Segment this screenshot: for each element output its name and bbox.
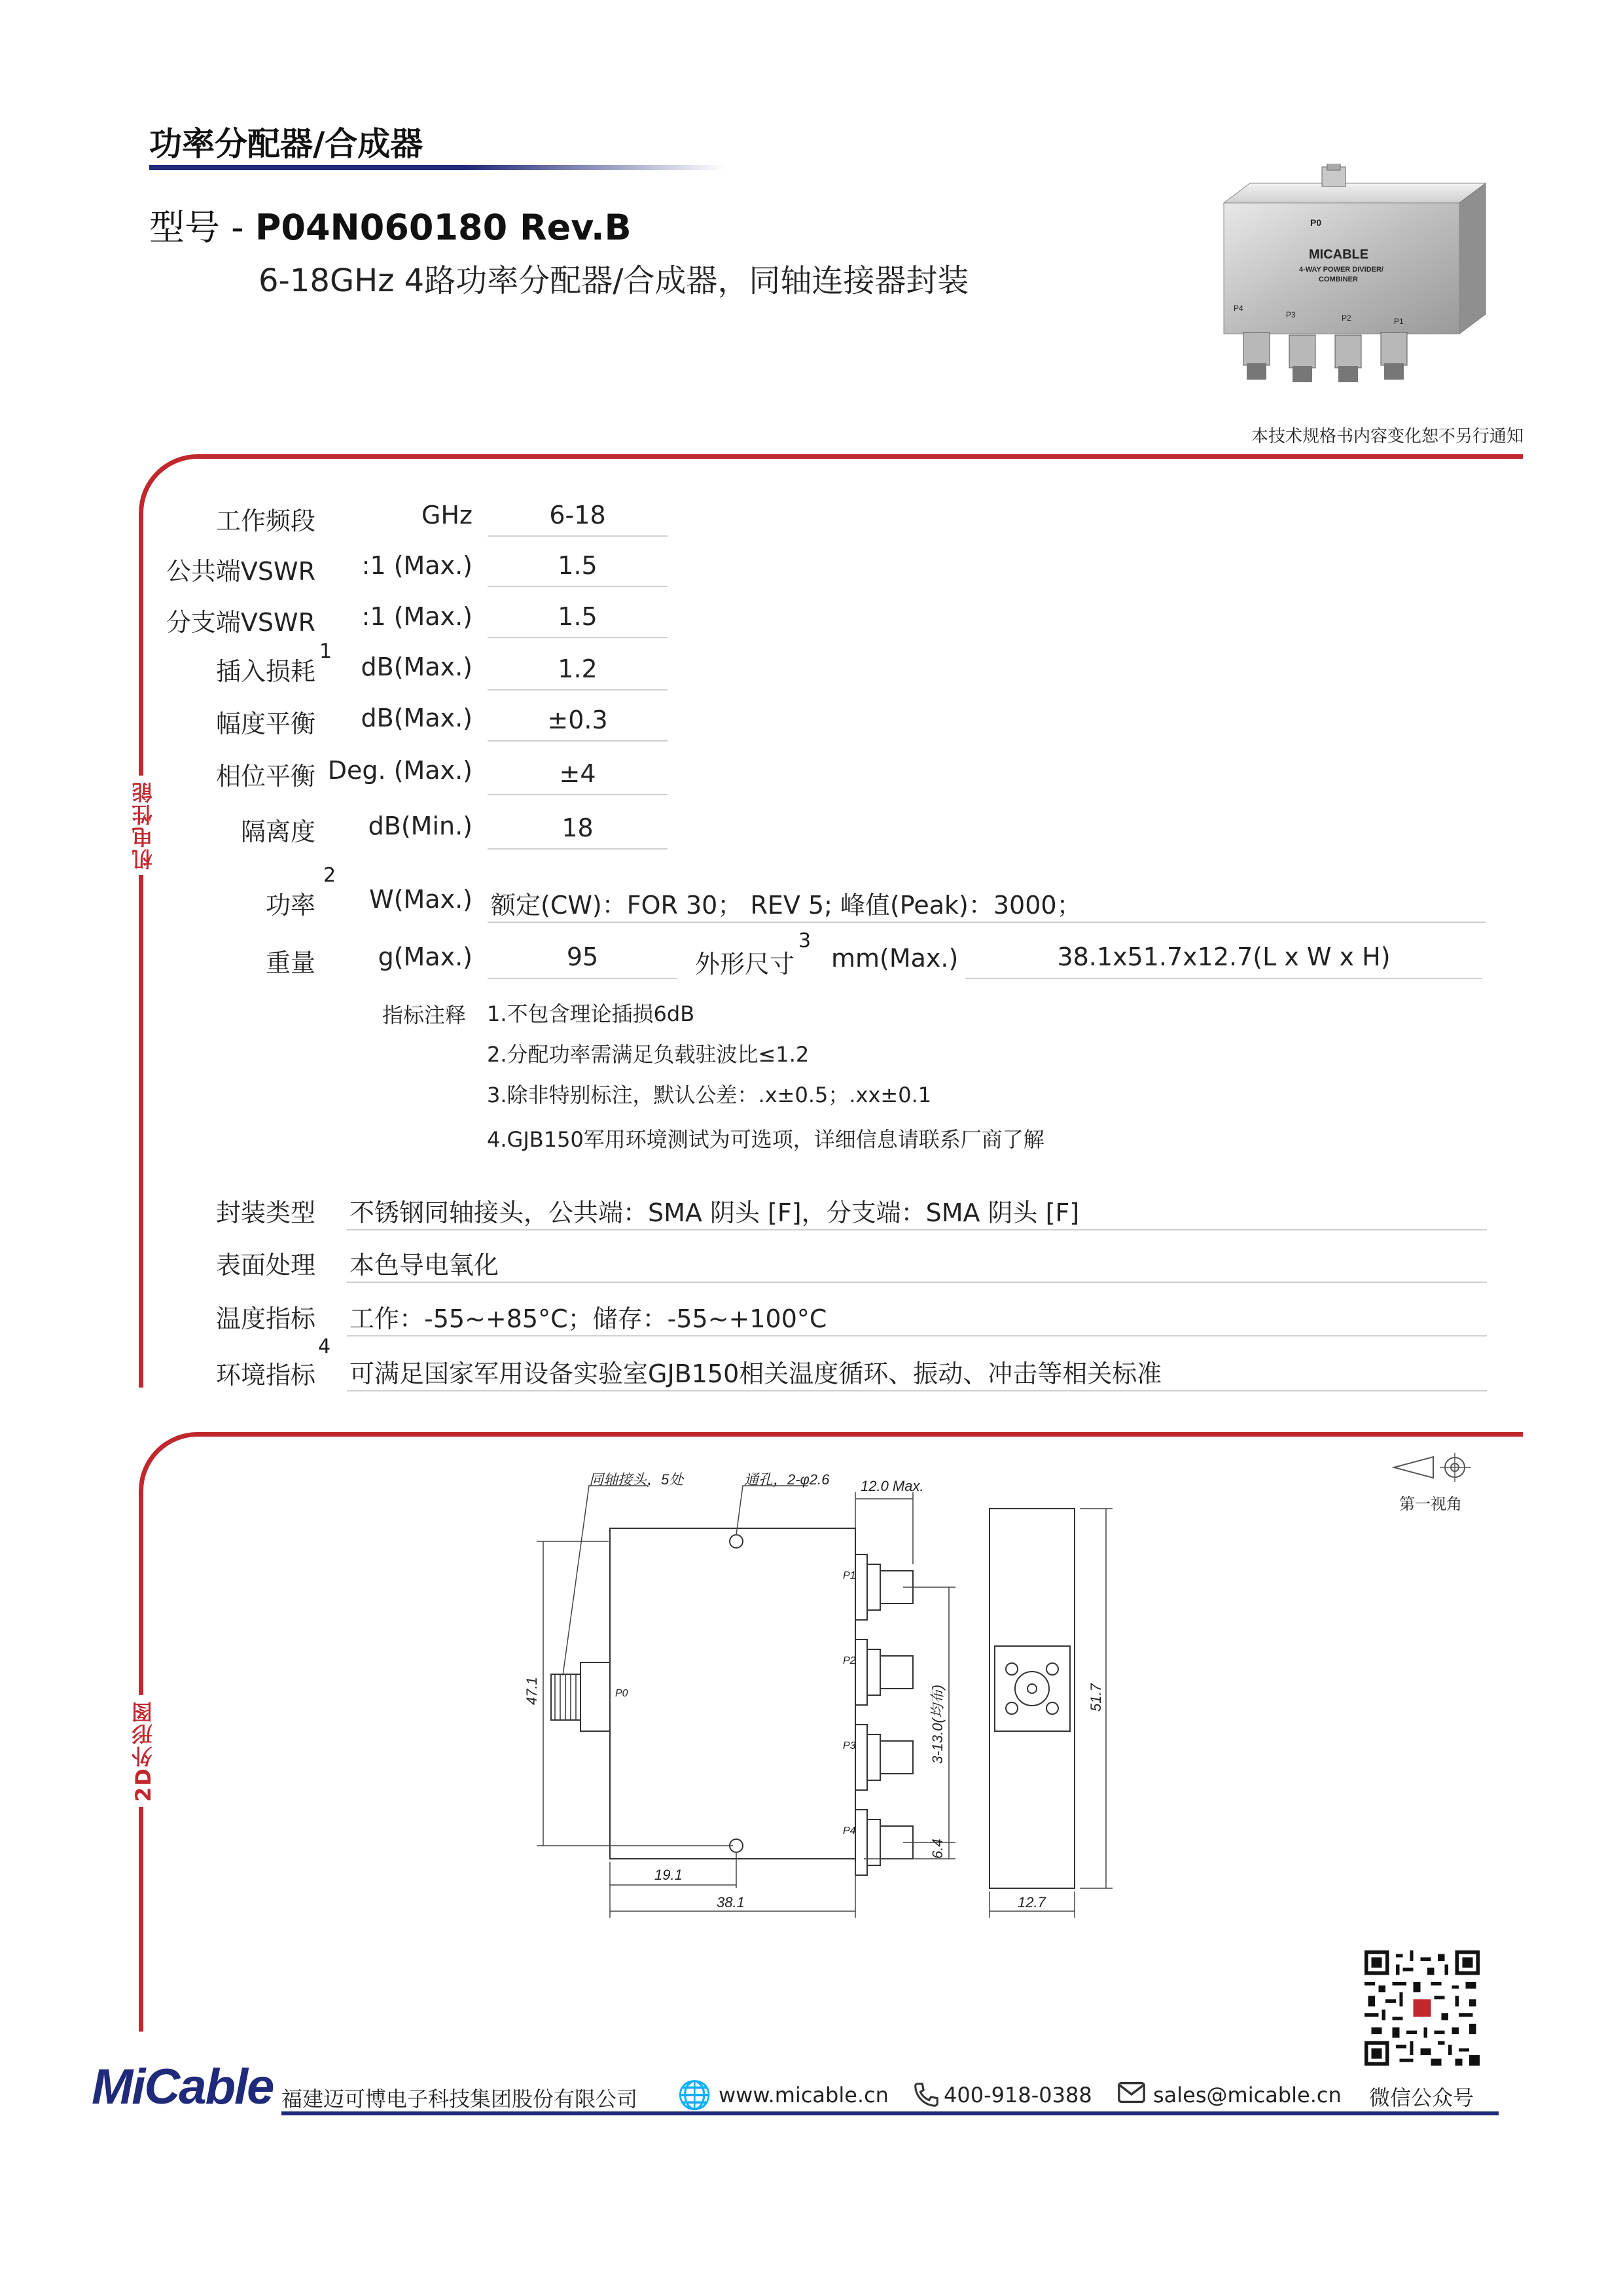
photo-port-p1: P1 (1394, 317, 1404, 326)
footer-line (281, 2111, 1499, 2115)
photo-brand: MICABLE (1309, 247, 1369, 262)
photo-port-p0: P0 (1310, 217, 1322, 228)
photo-port-p3: P3 (1286, 310, 1296, 319)
wechat-qr-code (1364, 1950, 1480, 2066)
website-link[interactable]: www.micable.cn (719, 2083, 889, 2108)
port-p3-label: P3 (843, 1740, 856, 1751)
product-photo (1211, 164, 1531, 399)
email-icon (1116, 2080, 1147, 2106)
package-underline (347, 1282, 1487, 1283)
spec-unit: Deg. (Max.) (327, 756, 473, 785)
spec-underline (488, 637, 668, 638)
spec-unit: dB(Max.) (361, 704, 473, 732)
package-underline (347, 1335, 1487, 1336)
port-p4-label: P4 (843, 1825, 856, 1837)
frame-top-line-1 (200, 454, 1523, 459)
spec-unit: :1 (Max.) (361, 602, 473, 631)
package-underline (347, 1229, 1487, 1230)
view-label: 第一视角 (1399, 1495, 1462, 1513)
spec-underline (488, 586, 668, 587)
package-underline (347, 1390, 1487, 1391)
package-value: 工作：-55~+85°C；储存：-55~+100°C (349, 1304, 827, 1333)
note-item: 3.除非特别标注，默认公差：.x±0.5；.xx±0.1 (487, 1083, 932, 1107)
photo-port-p4: P4 (1234, 304, 1243, 313)
package-label: 封装类型 (215, 1198, 315, 1227)
frame-top-line-2 (200, 1432, 1523, 1437)
spec-value: 1.5 (558, 602, 597, 631)
weight-label: 重量 (265, 948, 315, 977)
power-unit: W(Max.) (369, 885, 473, 914)
power-underline (488, 922, 1486, 923)
depth-max: 12.0 Max. (861, 1478, 924, 1494)
globe-icon: 🌐 (677, 2079, 712, 2111)
weight-value: 95 (566, 942, 599, 971)
company-name: 福建迈可博电子科技集团股份有限公司 (281, 2087, 638, 2111)
note-item: 1.不包含理论插损6dB (487, 1001, 695, 1026)
footnote-1: 1 (319, 640, 332, 663)
spec-label: 幅度平衡 (215, 709, 315, 738)
dim-thickness: 12.7 (1018, 1894, 1046, 1910)
spec-unit: :1 (Max.) (361, 551, 473, 580)
wechat-label: 微信公众号 (1369, 2085, 1474, 2110)
dimension-label: 外形尺寸 (695, 950, 795, 978)
spec-value: 6-18 (549, 501, 606, 529)
dim-pitch: 3-13.0(均布) (929, 1684, 946, 1764)
spec-underline (488, 740, 668, 742)
footnote-4: 4 (318, 1335, 331, 1358)
photo-port-p2: P2 (1342, 314, 1351, 323)
package-label: 环境指标 (215, 1361, 315, 1390)
title-underline (149, 165, 725, 170)
spec-label: 隔离度 (240, 817, 315, 846)
spec-value: ±4 (559, 759, 596, 788)
connector-note: 同轴接头，5处 (589, 1471, 684, 1488)
dim-half: 19.1 (654, 1867, 683, 1883)
model-line (149, 200, 632, 250)
spec-value: ±0.3 (547, 706, 608, 734)
spec-underline (488, 689, 668, 691)
phone-number[interactable]: 400-918-0388 (944, 2083, 1092, 2108)
note-item: 2.分配功率需满足负载驻波比≤1.2 (487, 1042, 810, 1067)
package-value: 本色导电氧化 (349, 1251, 499, 1280)
dim-width: 51.7 (1088, 1683, 1104, 1712)
package-label: 表面处理 (215, 1251, 315, 1280)
spec-underline (488, 794, 668, 795)
photo-line1: 4-WAY POWER DIVIDER/ (1299, 266, 1383, 274)
photo-line2: COMBINER (1319, 276, 1358, 283)
spec-underline (488, 848, 668, 850)
note-item: 4.GJB150军用环境测试为可选项，详细信息请联系厂商了解 (487, 1127, 1044, 1152)
port-p1-label: P1 (843, 1570, 856, 1581)
spec-value: 1.2 (558, 655, 597, 683)
footnote-3: 3 (798, 929, 812, 952)
spec-label: 工作频段 (215, 507, 315, 535)
change-notice: 本技术规格书内容变化恕不另行通知 (1251, 427, 1524, 446)
dim-edge: 6.4 (929, 1839, 946, 1859)
power-value: 额定(CW)：FOR 30； REV 5; 峰值(Peak)：3000； (491, 891, 1082, 920)
email-link[interactable]: sales@micable.cn (1153, 2083, 1342, 2108)
package-value: 可满足国家军用设备实验室GJB150相关温度循环、振动、冲击等相关标准 (349, 1359, 1162, 1388)
port-p0-label: P0 (615, 1688, 628, 1699)
spec-unit: dB(Min.) (368, 812, 473, 840)
spec-unit: GHz (421, 501, 473, 529)
micable-logo: MiCable (92, 2059, 274, 2115)
section-label-electrical: 机电性能 (128, 776, 158, 875)
product-subtitle: 6-18GHz 4路功率分配器/合成器，同轴连接器封装 (259, 262, 969, 299)
spec-label: 分支端VSWR (166, 608, 315, 637)
notes-label: 指标注释 (382, 1003, 467, 1028)
spec-unit: dB(Max.) (361, 653, 473, 681)
outline-drawing (510, 1466, 1165, 1924)
package-value: 不锈钢同轴接头，公共端：SMA 阴头 [F]，分支端：SMA 阴头 [F] (349, 1198, 1080, 1227)
spec-underline (488, 535, 668, 537)
dimension-unit: mm(Max.) (831, 944, 959, 973)
model-number: P04N060180 Rev.B (255, 207, 632, 248)
footnote-2: 2 (323, 864, 336, 887)
dimension-underline (965, 978, 1482, 979)
model-prefix: 型号 - (149, 207, 255, 248)
weight-unit: g(Max.) (378, 942, 473, 971)
spec-label: 公共端VSWR (166, 557, 315, 586)
spec-value: 18 (562, 814, 594, 842)
dim-height: 47.1 (524, 1677, 540, 1705)
hole-note: 通孔，2-φ2.6 (744, 1471, 830, 1488)
port-p2-label: P2 (843, 1655, 856, 1666)
dim-length: 38.1 (717, 1894, 745, 1910)
weight-underline (488, 978, 677, 979)
power-label: 功率 (265, 891, 315, 920)
spec-label: 相位平衡 (215, 762, 315, 791)
dimension-value: 38.1x51.7x12.7(L x W x H) (1057, 942, 1391, 971)
section-label-outline: 2D外形图 (128, 1695, 158, 1807)
section-title: 功率分配器/合成器 (149, 125, 423, 163)
frame-corner-2 (139, 1432, 209, 1502)
spec-label: 插入损耗 (215, 657, 315, 686)
package-label: 温度指标 (215, 1304, 315, 1333)
phone-icon (911, 2080, 941, 2110)
spec-value: 1.5 (558, 551, 597, 580)
